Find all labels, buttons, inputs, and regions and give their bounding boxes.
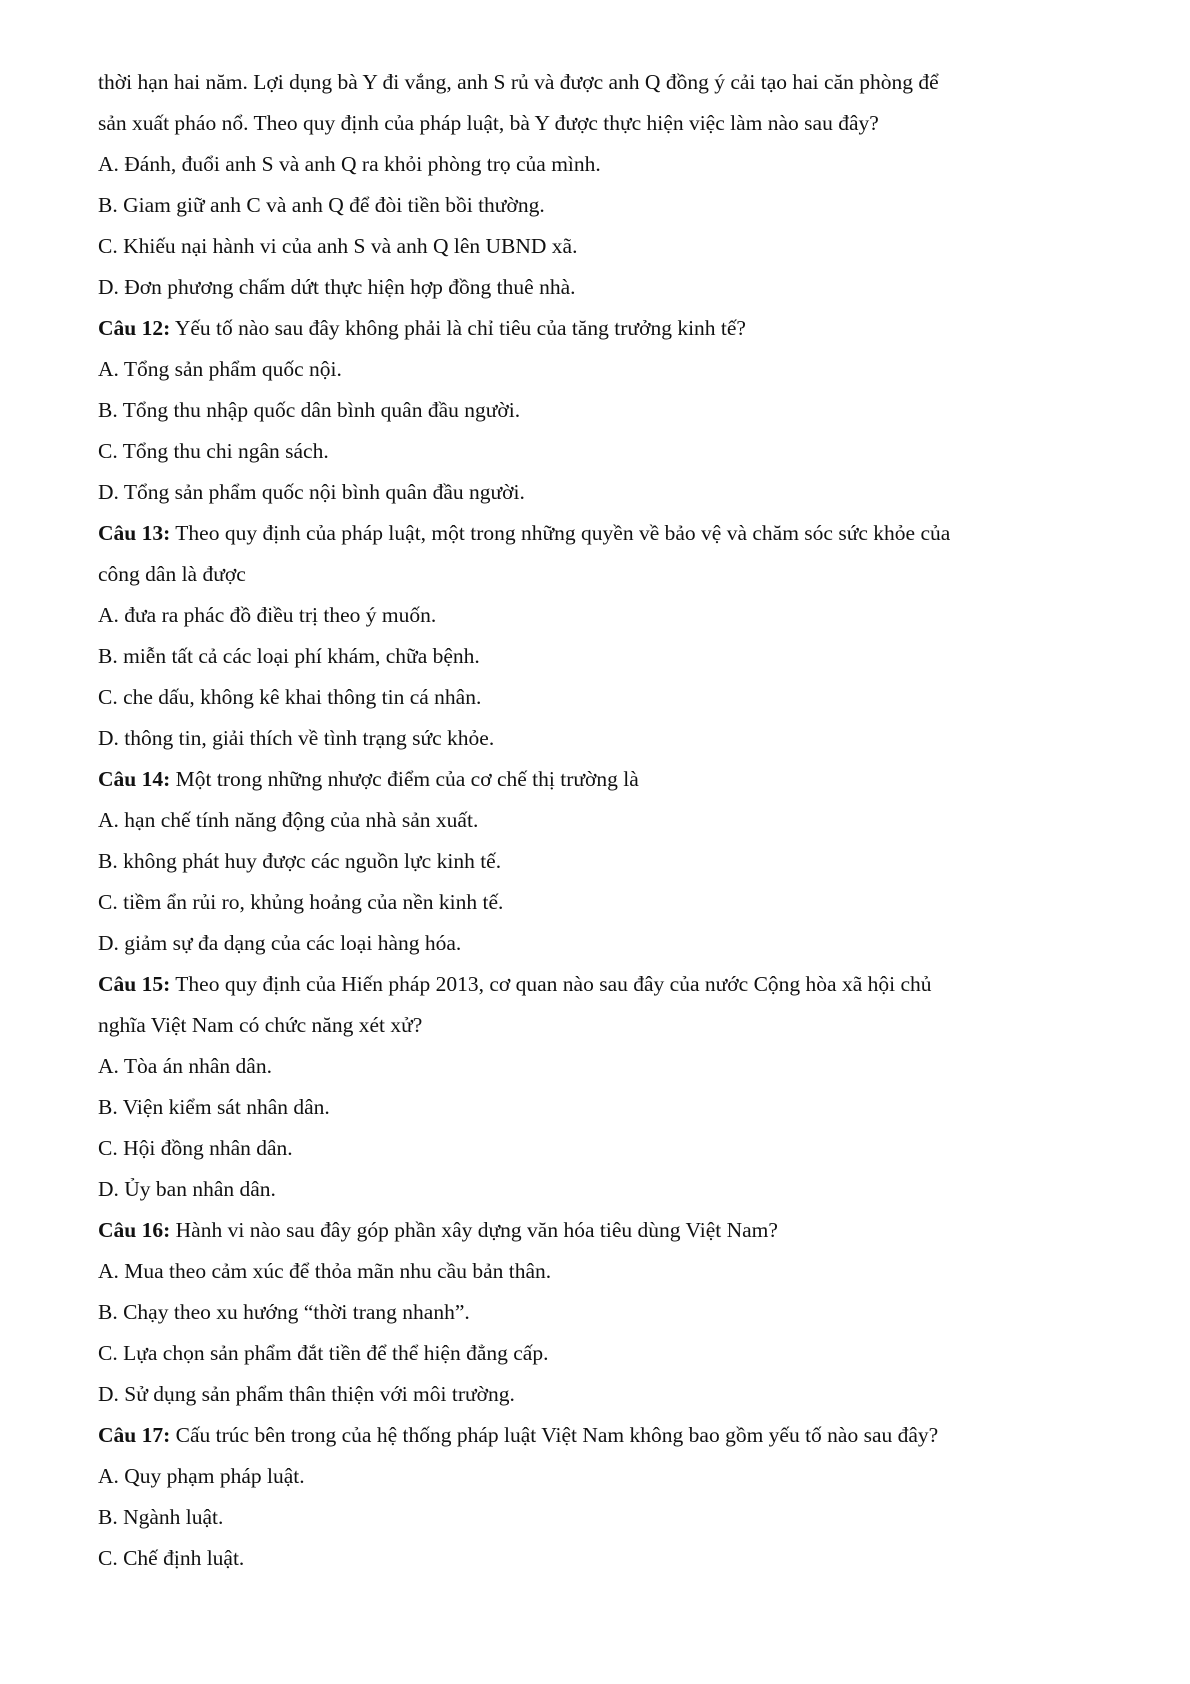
question-text: Hành vi nào sau đây góp phần xây dựng văn hóa tiêu dùng Việt Nam? [175,1218,778,1242]
answer-option: A. Mua theo cảm xúc để thỏa mãn nhu cầu bản thân. [98,1259,552,1283]
answer-option: A. hạn chế tính năng động của nhà sản xuất. [98,808,479,832]
answer-option: B. Ngành luật. [98,1505,224,1529]
question-12 [98,308,1098,349]
answer-option: D. Sử dụng sản phẩm thân thiện với môi trường. [98,1382,515,1406]
question-text: Theo quy định của Hiến pháp 2013, cơ quan nào sau đây của nước Cộng hòa xã hội chủ [175,972,932,996]
question-text-line: sản xuất pháo nổ. Theo quy định của pháp luật, bà Y được thực hiện việc làm nào sau đây? [98,111,879,135]
question-label: Câu 13: [98,521,171,545]
answer-option: C. che dấu, không kê khai thông tin cá nhân. [98,685,482,709]
answer-option: D. Ủy ban nhân dân. [98,1177,276,1201]
question-text-line: công dân là được [98,562,246,586]
answer-option: C. Tổng thu chi ngân sách. [98,439,329,463]
answer-option: D. Đơn phương chấm dứt thực hiện hợp đồng thuê nhà. [98,275,576,299]
question-text-line: nghĩa Việt Nam có chức năng xét xử? [98,1013,423,1037]
answer-option: C. Hội đồng nhân dân. [98,1136,293,1160]
answer-option: A. Tổng sản phẩm quốc nội. [98,357,342,381]
answer-option: B. không phát huy được các nguồn lực kinh tế. [98,849,502,873]
answer-option: C. Lựa chọn sản phẩm đắt tiền để thể hiện đẳng cấp. [98,1341,549,1365]
question-17 [98,1415,1098,1456]
answer-option: A. Đánh, đuổi anh S và anh Q ra khỏi phòng trọ của mình. [98,152,601,176]
document-page [98,62,1098,1579]
question-label: Câu 14: [98,767,171,791]
answer-option: C. tiềm ẩn rủi ro, khủng hoảng của nền kinh tế. [98,890,504,914]
answer-option: A. Tòa án nhân dân. [98,1054,272,1078]
question-13 [98,513,1098,554]
answer-option: B. Chạy theo xu hướng “thời trang nhanh”. [98,1300,470,1324]
answer-option: B. miễn tất cả các loại phí khám, chữa bệnh. [98,644,480,668]
question-text-line: thời hạn hai năm. Lợi dụng bà Y đi vắng, anh S rủ và được anh Q đồng ý cải tạo hai căn phòng để [98,70,939,94]
question-label: Câu 16: [98,1218,171,1242]
answer-option: B. Viện kiểm sát nhân dân. [98,1095,330,1119]
answer-option: B. Tổng thu nhập quốc dân bình quân đầu người. [98,398,521,422]
question-label: Câu 15: [98,972,171,996]
answer-option: A. đưa ra phác đồ điều trị theo ý muốn. [98,603,437,627]
question-text: Cấu trúc bên trong của hệ thống pháp luật Việt Nam không bao gồm yếu tố nào sau đây? [175,1423,939,1447]
answer-option: C. Chế định luật. [98,1546,245,1570]
question-label: Câu 17: [98,1423,171,1447]
answer-option: C. Khiếu nại hành vi của anh S và anh Q lên UBND xã. [98,234,578,258]
question-text: Yếu tố nào sau đây không phải là chỉ tiêu của tăng trưởng kinh tế? [174,316,746,340]
question-text: Một trong những nhược điểm của cơ chế thị trường là [175,767,639,791]
question-15 [98,964,1098,1005]
question-label: Câu 12: [98,316,171,340]
answer-option: D. Tổng sản phẩm quốc nội bình quân đầu người. [98,480,525,504]
question-14 [98,759,1098,800]
question-text: Theo quy định của pháp luật, một trong những quyền về bảo vệ và chăm sóc sức khỏe của [175,521,951,545]
answer-option: D. thông tin, giải thích về tình trạng sức khỏe. [98,726,495,750]
question-16 [98,1210,1098,1251]
answer-option: B. Giam giữ anh C và anh Q để đòi tiền bồi thường. [98,193,545,217]
answer-option: A. Quy phạm pháp luật. [98,1464,305,1488]
answer-option: D. giảm sự đa dạng của các loại hàng hóa. [98,931,462,955]
